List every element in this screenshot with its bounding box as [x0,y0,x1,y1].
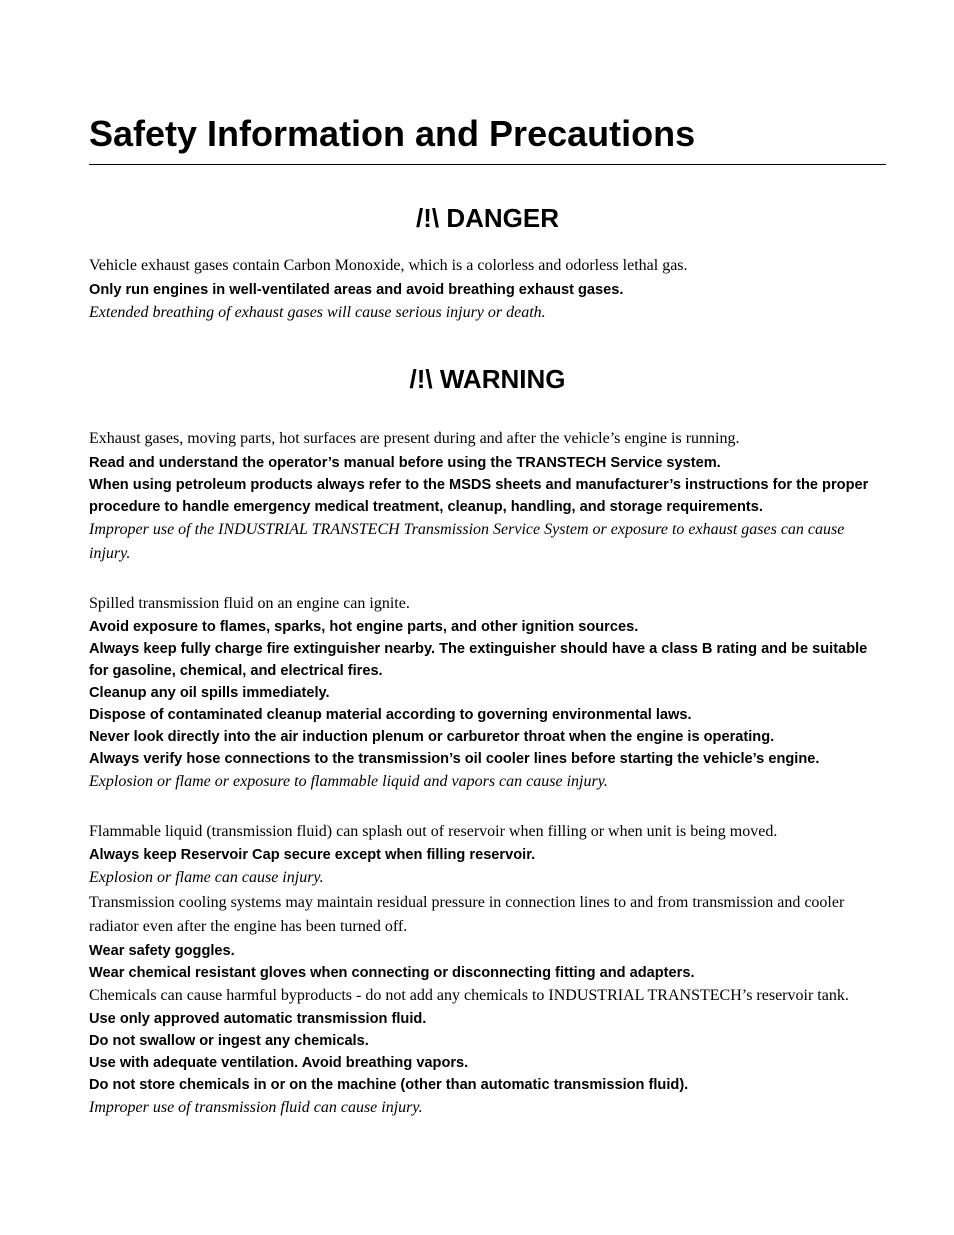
warning-instruction: Always verify hose connections to the transmission’s oil cooler lines before starting the vehicle’s engine. [89,751,820,767]
warning-statement: Spilled transmission fluid on an engine can ignite. [89,594,410,612]
page-title: Safety Information and Precautions [89,112,886,165]
warning-instruction: Do not swallow or ingest any chemicals. [89,1033,369,1049]
warning-instruction: Do not store chemicals in or on the machine (other than automatic transmission fluid). [89,1077,689,1093]
warning-instruction: Use only approved automatic transmission fluid. [89,1011,427,1027]
warning-instruction: Dispose of contaminated cleanup material according to governing environmental laws. [89,707,692,723]
warning-instruction: Wear safety goggles. [89,942,235,959]
warning-statement: Flammable liquid (transmission fluid) can splash out of reservoir when filling or when unit is being moved. [89,822,778,840]
danger-consequence: Extended breathing of exhaust gases will cause serious injury or death. [89,303,546,321]
warning-consequence: Improper use of the INDUSTRIAL TRANSTECH Transmission Service System or exposure to exhaust gases can cause injury. [89,520,845,562]
warning-statement: Chemicals can cause harmful byproducts - do not add any chemicals to INDUSTRIAL TRANSTECH’s reservoir tank. [89,986,849,1004]
warning-consequence: Improper use of transmission fluid can cause injury. [89,1099,423,1116]
danger-statement: Vehicle exhaust gases contain Carbon Monoxide, which is a colorless and odorless lethal gas. [89,257,688,274]
warning-instruction: Always keep fully charge fire extinguisher nearby. The extinguisher should have a class B rating and be suitable for gasoline, chemical, and electrical fires. [89,641,868,679]
warning-instruction: Cleanup any oil spills immediately. [89,685,330,701]
danger-instruction: Only run engines in well-ventilated areas and avoid breathing exhaust gases. [89,281,624,298]
warning-instruction: Avoid exposure to flames, sparks, hot engine parts, and other ignition sources. [89,619,639,635]
warning-instruction: When using petroleum products always refer to the MSDS sheets and manufacturer’s instructions for the proper procedure to handle emergency medical treatment, cleanup, handling, and storage requirements. [89,476,869,515]
warning-heading: /!\ WARNING [409,364,566,394]
danger-heading: /!\ DANGER [416,203,559,233]
warning-instruction: Always keep Reservoir Cap secure except when filling reservoir. [89,847,536,863]
warning-instruction: Use with adequate ventilation. Avoid breathing vapors. [89,1055,469,1071]
warning-consequence: Explosion or flame can cause injury. [89,869,324,886]
document-page [89,112,886,1121]
warning-statement: Exhaust gases, moving parts, hot surfaces are present during and after the vehicle’s engine is running. [89,430,740,447]
warning-instruction: Read and understand the operator’s manual before using the TRANSTECH Service system. [89,454,721,471]
warning-consequence: Explosion or flame or exposure to flammable liquid and vapors can cause injury. [89,773,608,790]
warning-instruction: Wear chemical resistant gloves when connecting or disconnecting fitting and adapters. [89,964,695,981]
warning-statement: Transmission cooling systems may maintain residual pressure in connection lines to and from transmission and cooler radiator even after the engine has been turned off. [89,893,845,935]
warning-instruction: Never look directly into the air induction plenum or carburetor throat when the engine is operating. [89,729,775,745]
